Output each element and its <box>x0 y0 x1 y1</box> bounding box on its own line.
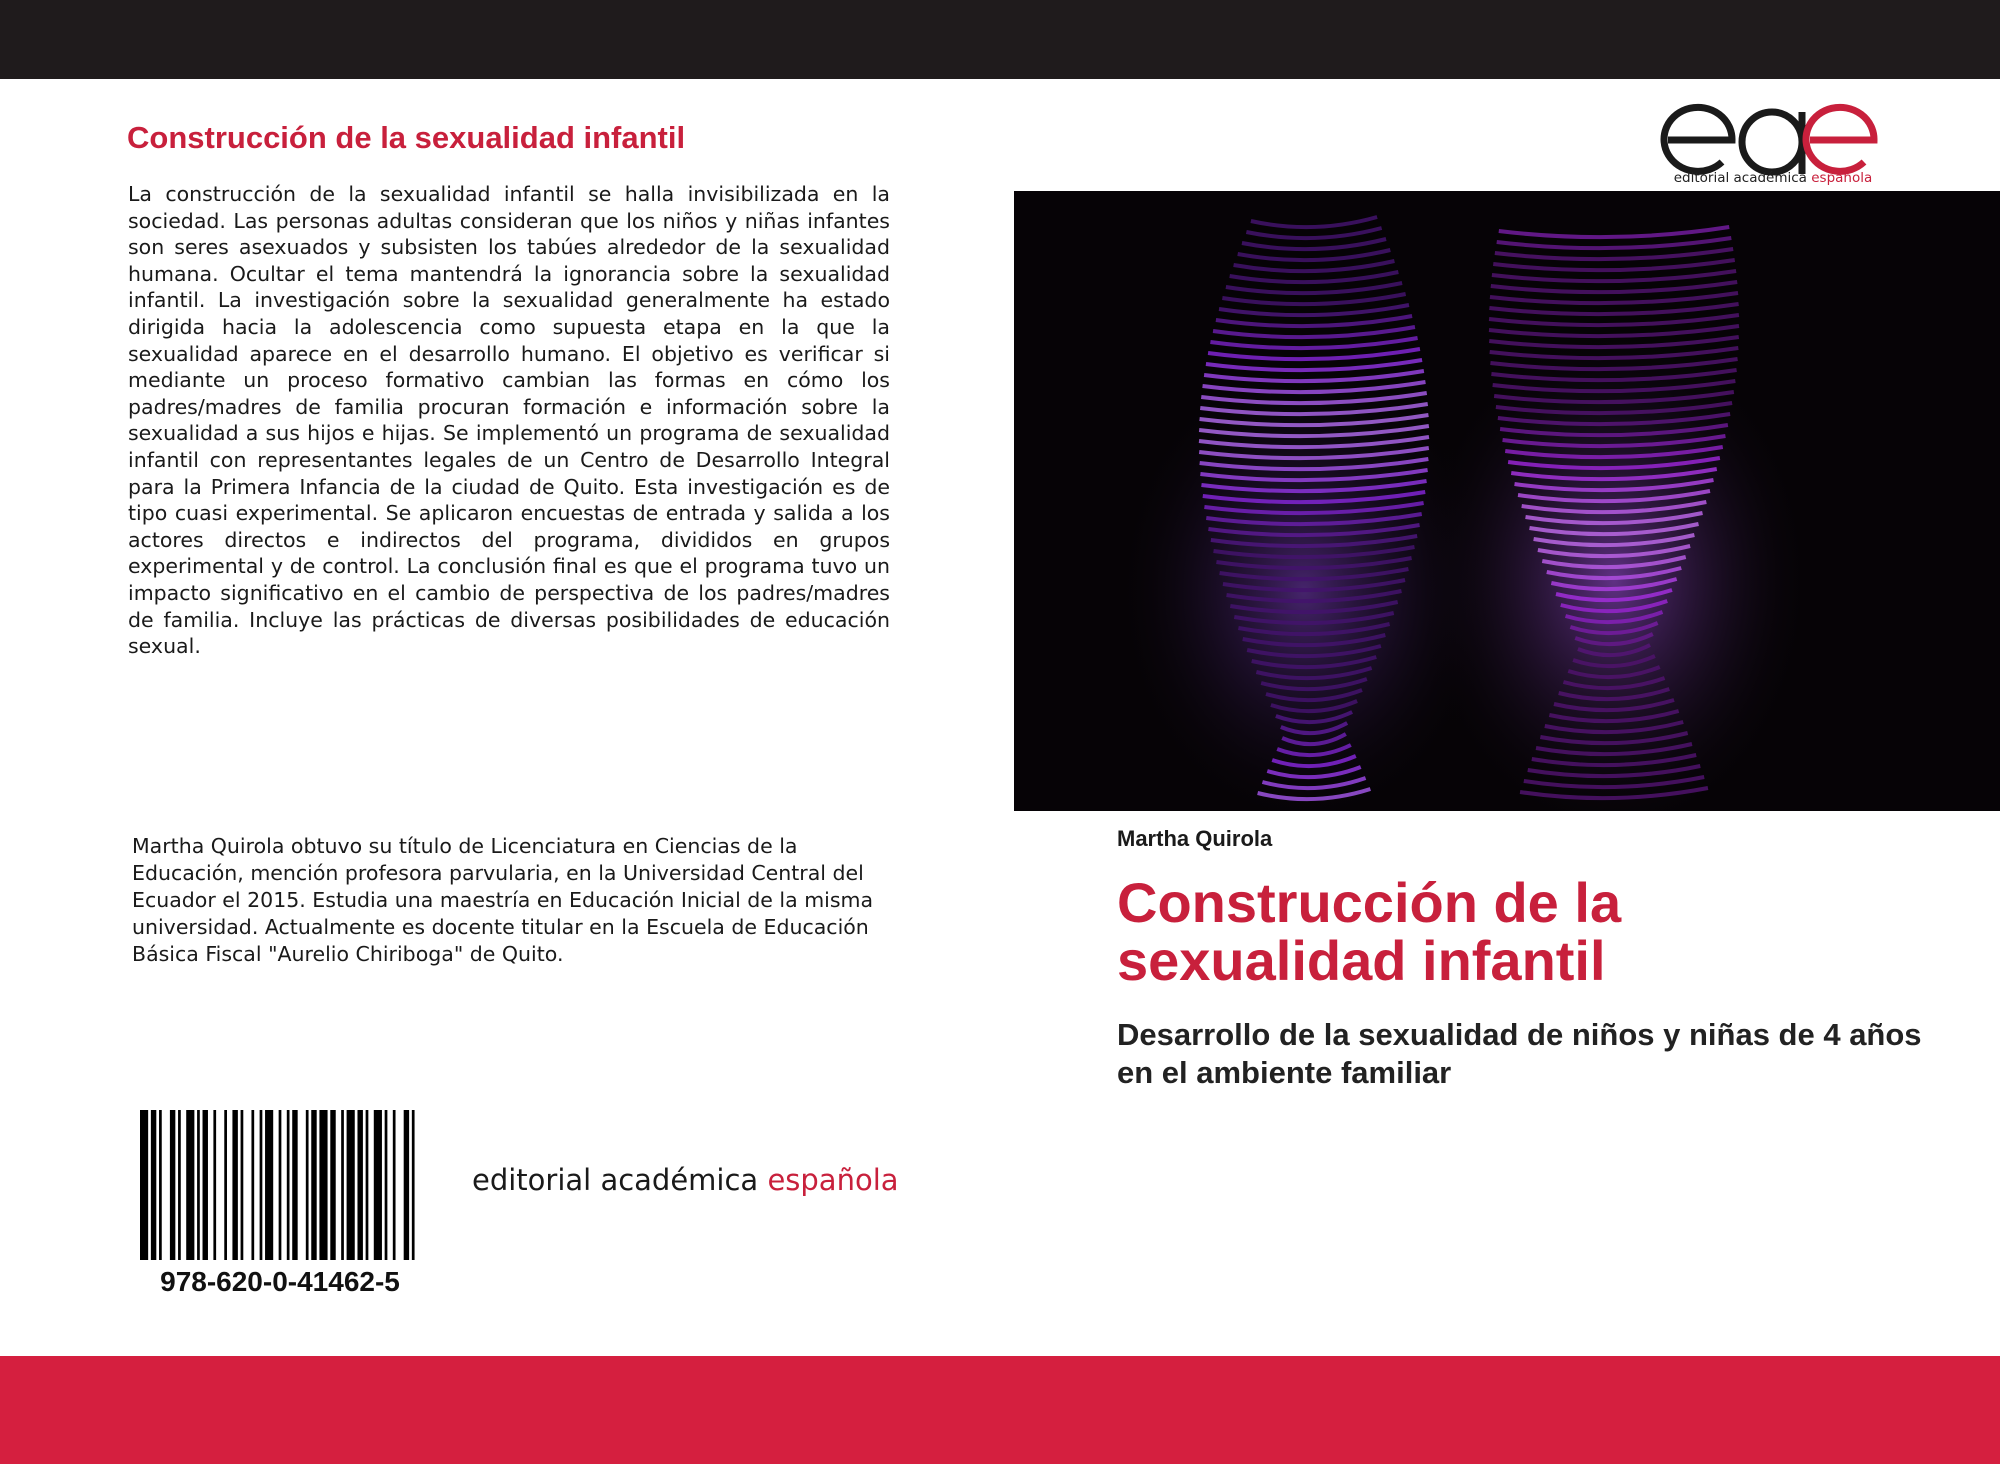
purple-spiral-sculptures-photo <box>1014 191 2000 811</box>
author-biography: Martha Quirola obtuvo su título de Licenciatura en Ciencias de la Educación, mención profesora parvularia, en la Universidad Central del Ecuador el 2015. Estudia una maestría en Educación Inicial de la misma universidad. Actualmente es docente titular en la Escuela de Educación Básica Fiscal "Aurelio Chiriboga" de Quito. <box>132 834 874 966</box>
bottom-band <box>0 1356 2000 1464</box>
back-cover-blurb: La construcción de la sexualidad infantil se halla invisibilizada en la sociedad. Las personas adultas consideran que los niños y niñas infantes son seres asexuados y subsisten los tabúes alrededor de la sexualidad humana. Ocultar el tema mantendrá la ignorancia sobre la sexualidad infantil. La investigación sobre la sexualidad generalmente ha estado dirigida hacia la adolescencia como supuesta etapa en la que la sexualidad aparece en el desarrollo humano. El objetivo es verificar si mediante un proceso formativo cambian las formas en cómo los padres/madres de familia procuran formación e información sobre la sexualidad a sus hijos e hijas. Se implementó un programa de sexualidad infantil con representantes legales de un Centro de Desarrollo Integral para la Primera Infancia de la ciudad de Quito. Esta investigación es de tipo cuasi experimental. Se aplicaron encuestas de entrada y salida a los actores directos e indirectos del programa, divididos en grupos experimental y de control. La conclusión final es que el programa tuvo un impacto significativo en el cambio de perspectiva de los padres/madres de familia. Incluye las prácticas de diversas posibilidades de educación sexual. <box>128 182 890 659</box>
publisher-imprint <box>472 1163 899 1197</box>
cover-photo <box>1014 191 2000 811</box>
logo-caption-accent: española <box>1811 170 1873 186</box>
front-cover-subtitle: Desarrollo de la sexualidad de niños y niñas de 4 años en el ambiente familiar <box>1117 1017 1922 1090</box>
logo-caption-main: editorial académica <box>1673 170 1812 186</box>
isbn-number: 978-620-0-41462-5 <box>160 1266 400 1297</box>
barcode-icon <box>140 1110 420 1260</box>
top-band <box>0 0 2000 79</box>
logo-caption <box>1660 170 1886 186</box>
imprint-accent-text: española <box>767 1163 899 1197</box>
front-cover-title: Construcción de la sexualidad infantil <box>1117 871 1622 992</box>
front-author-name: Martha Quirola <box>1117 826 1273 851</box>
imprint-main-text: editorial académica <box>472 1163 768 1197</box>
back-cover-title: Construcción de la sexualidad infantil <box>127 120 686 155</box>
